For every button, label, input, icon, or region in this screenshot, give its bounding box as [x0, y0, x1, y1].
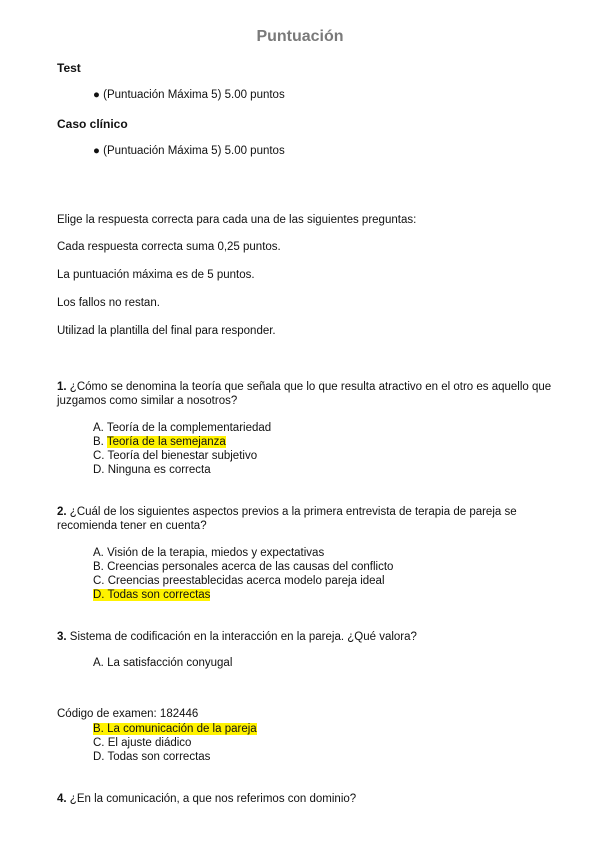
section-heading-caso-clinico: Caso clínico	[57, 117, 128, 131]
answer-option	[93, 421, 271, 435]
option-text: Todas son correctas	[107, 751, 211, 763]
option-text-highlight	[93, 589, 210, 601]
score-line-caso-clinico	[93, 145, 285, 157]
question-text: ¿En la comunicación, a que nos referimos con dominio?	[69, 793, 357, 805]
question-text: ¿Cuál de los siguientes aspectos previos a la primera entrevista de terapia de pareja se recomienda tener en cuenta?	[57, 506, 517, 532]
bullet-icon: ●	[93, 145, 100, 157]
option-text: Todas son correctas	[107, 589, 211, 601]
answer-option-highlighted	[93, 588, 210, 602]
instruction-line: La puntuación máxima es de 5 puntos.	[57, 269, 255, 281]
question-number: 1.	[57, 381, 67, 393]
option-text-highlight	[93, 723, 257, 735]
option-letter: A.	[93, 547, 104, 559]
score-text: (Puntuación Máxima 5) 5.00 puntos	[103, 145, 285, 157]
option-text: El ajuste diádico	[107, 737, 192, 749]
score-line-test	[93, 89, 285, 101]
answer-option	[93, 656, 232, 670]
option-letter: B.	[93, 436, 104, 448]
answer-option	[93, 463, 211, 477]
option-text-highlight: Teoría de la semejanza	[106, 436, 226, 448]
section-heading-test: Test	[57, 61, 81, 75]
answer-option	[93, 449, 257, 463]
option-letter: A.	[93, 422, 104, 434]
option-text: Ninguna es correcta	[107, 464, 211, 476]
answer-option	[93, 574, 385, 588]
bullet-icon: ●	[93, 89, 100, 101]
question-1	[57, 380, 557, 408]
question-2	[57, 505, 557, 533]
option-letter: D.	[93, 589, 105, 601]
exam-code: Código de examen: 182446	[57, 708, 199, 720]
answer-option	[93, 546, 324, 560]
question-number: 2.	[57, 506, 67, 518]
question-text: ¿Cómo se denomina la teoría que señala que lo que resulta atractivo en el otro es aquello que juzgamos como similar a nosotros?	[57, 381, 552, 407]
option-text: La comunicación de la pareja	[107, 723, 257, 735]
question-3	[57, 630, 557, 644]
option-text: Teoría del bienestar subjetivo	[107, 450, 258, 462]
option-letter: A.	[93, 657, 104, 669]
answer-option	[93, 560, 393, 574]
instruction-line: Cada respuesta correcta suma 0,25 puntos.	[57, 241, 281, 253]
instruction-line: Elige la respuesta correcta para cada una de las siguientes preguntas:	[57, 214, 417, 226]
page-title: Puntuación	[256, 28, 344, 45]
option-letter: B.	[93, 561, 104, 573]
option-letter: C.	[93, 737, 105, 749]
question-text: Sistema de codificación en la interacción en la pareja. ¿Qué valora?	[69, 631, 417, 643]
option-text: La satisfacción conyugal	[107, 657, 233, 669]
instruction-line: Utilizad la plantilla del final para responder.	[57, 325, 276, 337]
option-letter: D.	[93, 751, 105, 763]
option-text: Visión de la terapia, miedos y expectativas	[107, 547, 325, 559]
answer-option	[93, 736, 191, 750]
answer-option	[93, 750, 210, 764]
answer-option-highlighted	[93, 435, 226, 449]
score-text: (Puntuación Máxima 5) 5.00 puntos	[103, 89, 285, 101]
answer-option-highlighted	[93, 722, 257, 736]
option-text: Creencias preestablecidas acerca modelo pareja ideal	[107, 575, 385, 587]
option-letter: C.	[93, 450, 105, 462]
option-letter: C.	[93, 575, 105, 587]
option-text: Creencias personales acerca de las causas del conflicto	[107, 561, 394, 573]
instruction-line: Los fallos no restan.	[57, 297, 160, 309]
option-letter: D.	[93, 464, 105, 476]
option-letter: B.	[93, 723, 104, 735]
question-4	[57, 792, 557, 806]
question-number: 4.	[57, 793, 67, 805]
question-number: 3.	[57, 631, 67, 643]
option-text: Teoría de la complementariedad	[106, 422, 272, 434]
